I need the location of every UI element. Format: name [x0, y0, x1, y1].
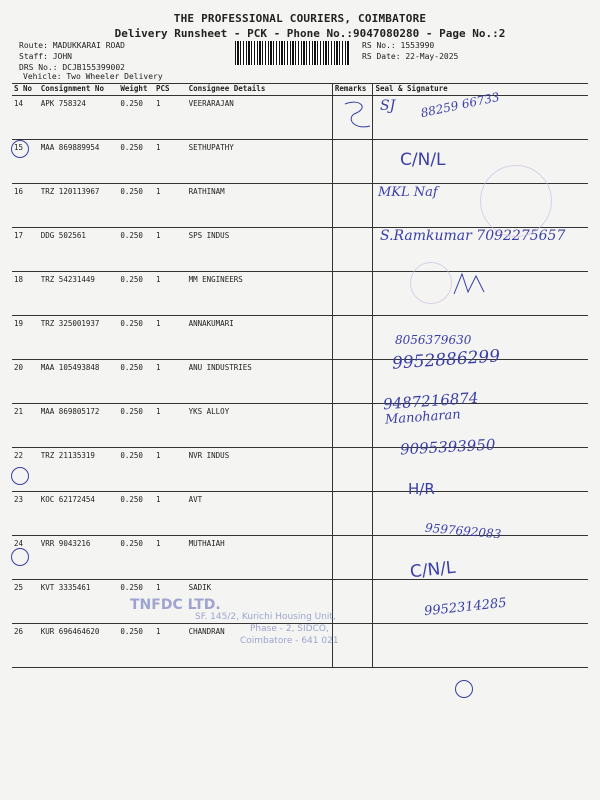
row-23-circle — [11, 467, 29, 485]
row-18-stamp — [410, 262, 452, 304]
stamp-line-4: Coimbatore - 641 021 — [240, 636, 339, 646]
cell-pcs: 1 — [154, 580, 187, 624]
cell-sno: 22 — [12, 448, 39, 492]
cell-sno: 23 — [12, 492, 39, 536]
cell-weight: 0.250 — [118, 228, 154, 272]
cell-consignment: APK 758324 — [39, 96, 119, 140]
cell-remarks — [332, 228, 373, 272]
col-details: Consignee Details — [187, 84, 333, 96]
cell-remarks — [332, 580, 373, 624]
cell-remarks — [332, 404, 373, 448]
staff-text: Staff: JOHN — [19, 52, 72, 61]
cell-weight: 0.250 — [118, 140, 154, 184]
table-row — [12, 448, 588, 492]
cell-remarks — [332, 272, 373, 316]
cell-sno: 19 — [12, 316, 39, 360]
table-row — [12, 360, 588, 404]
cell-consignment: KOC 62172454 — [39, 492, 119, 536]
cell-remarks — [332, 536, 373, 580]
cell-consignment: MAA 869889954 — [39, 140, 119, 184]
stamp-line-1: TNFDC LTD. — [130, 597, 221, 613]
cell-sno: 21 — [12, 404, 39, 448]
route-text: Route: MADUKKARAI ROAD — [19, 41, 125, 50]
cell-sno: 26 — [12, 624, 39, 668]
meta-left — [19, 40, 125, 73]
row-25-cnl: C/N/L — [409, 557, 457, 583]
cell-weight: 0.250 — [118, 536, 154, 580]
cell-pcs: 1 — [154, 448, 187, 492]
col-sno: S No — [12, 84, 39, 96]
cell-consignment: TRZ 54231449 — [39, 272, 119, 316]
cell-pcs: 1 — [154, 360, 187, 404]
row-16-signature: MKL Naf — [378, 185, 438, 200]
cell-consignment: MAA 869805172 — [39, 404, 119, 448]
meta-right — [362, 40, 458, 62]
cell-pcs: 1 — [154, 316, 187, 360]
table-row — [12, 96, 588, 140]
stamp-line-2: SF. 145/2, Kurichi Housing Unit, — [195, 612, 336, 622]
runsheet-subtitle: Delivery Runsheet - PCK - Phone No.:9047080280 - Page No.:2 — [114, 27, 506, 40]
cell-details: MUTHAIAH — [187, 536, 333, 580]
cell-sno: 24 — [12, 536, 39, 580]
cell-details: RATHINAM — [187, 184, 333, 228]
col-remarks: Remarks — [332, 84, 373, 96]
cell-consignment: KUR 696464620 — [39, 624, 119, 668]
cell-details: MM ENGINEERS — [187, 272, 333, 316]
cell-pcs: 1 — [154, 536, 187, 580]
cell-consignment: MAA 105493848 — [39, 360, 119, 404]
barcode-image — [235, 41, 350, 65]
cell-details: CHANDRAN — [187, 624, 333, 668]
row-25-circle — [11, 548, 29, 566]
cell-sno: 16 — [12, 184, 39, 228]
cell-details: VEERARAJAN — [187, 96, 333, 140]
cell-weight: 0.250 — [118, 316, 154, 360]
row-23-hr: H/R — [408, 480, 435, 498]
col-consignment: Consignment No — [39, 84, 119, 96]
row-19-phone: 8056379630 — [395, 333, 472, 347]
cell-weight: 0.250 — [118, 96, 154, 140]
row-15-circle — [11, 140, 29, 158]
cell-weight: 0.250 — [118, 272, 154, 316]
row-15-cnl: C/N/L — [400, 150, 446, 170]
cell-consignment: VRR 9043216 — [39, 536, 119, 580]
cell-weight: 0.250 — [118, 404, 154, 448]
table-row — [12, 404, 588, 448]
row-17-signature: S.Ramkumar 7092275657 — [380, 228, 566, 244]
cell-seal — [373, 624, 588, 668]
cell-sno: 15 — [12, 140, 39, 184]
cell-seal — [373, 536, 588, 580]
row-24-phone: 9597692083 — [424, 520, 502, 542]
cell-pcs: 1 — [154, 624, 187, 668]
stamp-line-3: Phase - 2, SIDCO, — [250, 624, 329, 634]
row-14-signature-mark: SJ — [380, 98, 396, 114]
cell-weight: 0.250 — [118, 624, 154, 668]
row-21-phone: 9487216874 — [382, 388, 479, 414]
rs-date-text: RS Date: 22-May-2025 — [362, 52, 459, 61]
cell-sno: 18 — [12, 272, 39, 316]
cell-weight: 0.250 — [118, 448, 154, 492]
col-seal: Seal & Signature — [373, 84, 588, 96]
row-20-signature: 9952886299 — [391, 346, 501, 374]
cell-pcs: 1 — [154, 404, 187, 448]
drs-text: DRS No.: DCJB155399002 — [19, 63, 125, 72]
cell-remarks — [332, 360, 373, 404]
cell-remarks — [332, 316, 373, 360]
cell-details: ANU INDUSTRIES — [187, 360, 333, 404]
row-22-phone: 9095393950 — [399, 435, 496, 459]
cell-details: YKS ALLOY — [187, 404, 333, 448]
cell-pcs: 1 — [154, 272, 187, 316]
cell-sno: 17 — [12, 228, 39, 272]
row-14-phone: 88259 66733 — [419, 89, 501, 121]
row-26-phone: 9952314285 — [423, 595, 508, 620]
table-row — [12, 272, 588, 316]
cell-consignment: TRZ 325001937 — [39, 316, 119, 360]
table-row — [12, 536, 588, 580]
cell-pcs: 1 — [154, 140, 187, 184]
cell-details: ANNAKUMARI — [187, 316, 333, 360]
company-title: THE PROFESSIONAL COURIERS, COIMBATORE — [173, 12, 427, 25]
cell-sno: 20 — [12, 360, 39, 404]
col-weight: Weight — [118, 84, 154, 96]
faint-round-stamp — [480, 165, 552, 237]
cell-sno: 14 — [12, 96, 39, 140]
row-21-name: Manoharan — [384, 407, 462, 428]
cell-pcs: 1 — [154, 228, 187, 272]
table-header-row — [12, 84, 588, 96]
table-row — [12, 316, 588, 360]
cell-details: SETHUPATHY — [187, 140, 333, 184]
cell-weight: 0.250 — [118, 580, 154, 624]
cell-details: SADIK — [187, 580, 333, 624]
cell-sno: 25 — [12, 580, 39, 624]
cell-weight: 0.250 — [118, 492, 154, 536]
cell-details: SPS INDUS — [187, 228, 333, 272]
rs-no-text: RS No.: 1553990 — [362, 41, 435, 50]
cell-consignment: TRZ 120113967 — [39, 184, 119, 228]
cell-pcs: 1 — [154, 96, 187, 140]
cell-remarks — [332, 448, 373, 492]
row-18-scribble — [450, 268, 490, 302]
cell-pcs: 1 — [154, 184, 187, 228]
cell-details: NVR INDUS — [187, 448, 333, 492]
corner-circle — [455, 680, 473, 698]
cell-remarks — [332, 184, 373, 228]
cell-weight: 0.250 — [118, 184, 154, 228]
col-pcs: PCS — [154, 84, 187, 96]
cell-consignment: KVT 3335461 — [39, 580, 119, 624]
cell-details: AVT — [187, 492, 333, 536]
cell-weight: 0.250 — [118, 360, 154, 404]
vehicle-text: Vehicle: Two Wheeler Delivery — [23, 72, 163, 81]
cell-pcs: 1 — [154, 492, 187, 536]
cell-consignment: DDG 502561 — [39, 228, 119, 272]
cell-remarks — [332, 492, 373, 536]
cell-consignment: TRZ 21135319 — [39, 448, 119, 492]
cell-remarks — [332, 140, 373, 184]
